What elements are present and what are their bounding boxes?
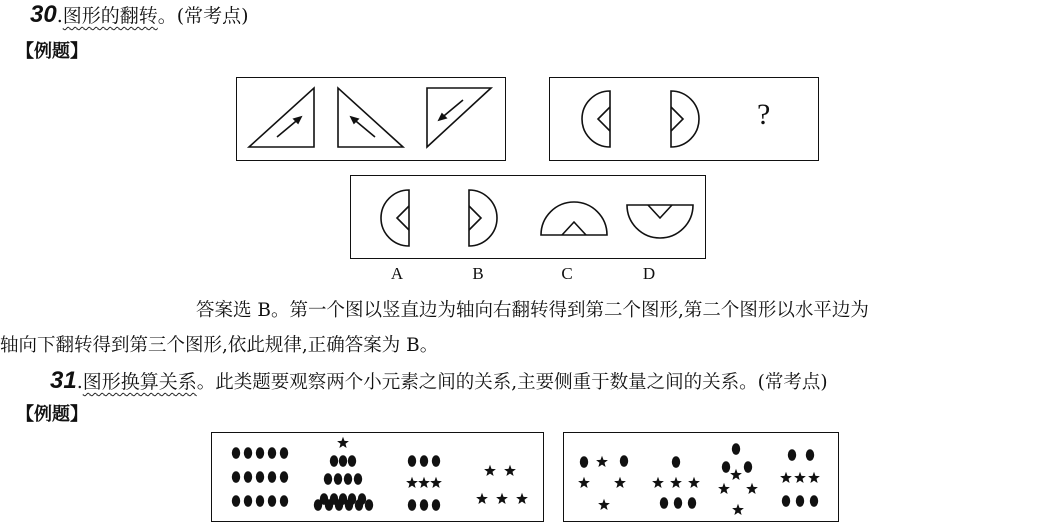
filled-ellipse-icon [244,447,252,459]
star-icon [430,477,442,488]
filled-ellipse-icon [244,495,252,507]
filled-ellipse-icon [335,499,343,511]
section-30-number: 30 [30,1,57,28]
section-30-title: 图形的翻转 [62,5,158,27]
star-icon [688,477,700,488]
answer-line-2: 轴向下翻转得到第三个图形,依此规律,正确答案为 B。 [0,335,439,356]
filled-ellipse-icon [330,455,338,467]
star-icon [496,493,508,504]
figure-box-half-circles [549,77,819,161]
star-icon [670,477,682,488]
star-icon [780,472,792,483]
section-31-heading: 31.图形换算关系。此类题要观察两个小元素之间的关系,主要侧重于数量之间的关系。(常考点) [50,367,828,394]
option-label-a: A [390,264,404,283]
section-31-number: 31 [50,367,77,394]
filled-ellipse-icon [408,499,416,511]
triangle-arrow-icon [427,88,491,147]
half-circle-icon [469,190,497,246]
filled-ellipse-icon [408,455,416,467]
filled-ellipse-icon [732,443,740,455]
filled-ellipse-icon [345,499,353,511]
filled-ellipse-icon [232,495,240,507]
section-31-description: 。此类题要观察两个小元素之间的关系,主要侧重于数量之间的关系。(常考点) [196,372,828,393]
star-icon [516,493,528,504]
filled-ellipse-icon [280,471,288,483]
triangle-arrow-icon [338,88,403,147]
filled-ellipse-icon [782,495,790,507]
triangle-arrow-icon [249,88,314,147]
option-figures [351,176,707,260]
filled-ellipse-icon [256,447,264,459]
answer-line-1: 答案选 B。第一个图以竖直边为轴向右翻转得到第二个图形,第二个图形以水平边为 [196,300,869,321]
option-label-d: D [642,264,656,283]
filled-ellipse-icon [325,499,333,511]
star-icon [484,465,496,476]
figure-box-triangles [236,77,506,161]
filled-ellipse-icon [810,495,818,507]
filled-ellipse-icon [344,473,352,485]
section-30-suffix: 。(常考点) [157,5,249,27]
filled-ellipse-icon [674,497,682,509]
star-icon [418,477,430,488]
filled-ellipse-icon [348,455,356,467]
filled-ellipse-icon [744,461,752,473]
star-icon [337,437,349,448]
filled-ellipse-icon [244,471,252,483]
filled-ellipse-icon [672,456,680,468]
star-icon [598,499,610,510]
filled-ellipse-icon [280,495,288,507]
filled-ellipse-icon [268,447,276,459]
figure-box-options [350,175,706,259]
half-circle-icon [671,91,699,147]
filled-ellipse-icon [796,495,804,507]
filled-ellipse-icon [280,447,288,459]
filled-ellipse-icon [256,471,264,483]
filled-ellipse-icon [788,449,796,461]
filled-ellipse-icon [354,473,362,485]
filled-ellipse-icon [580,456,588,468]
filled-ellipse-icon [420,455,428,467]
star-icon [578,477,590,488]
half-circle-icon [541,202,607,235]
filled-ellipse-icon [722,461,730,473]
star-icon [596,456,608,467]
figure-box-counts-1 [211,432,544,522]
star-icon [476,493,488,504]
filled-ellipse-icon [355,499,363,511]
filled-ellipse-icon [268,495,276,507]
star-icon [652,477,664,488]
star-icon [732,504,744,515]
count-figures-1 [212,433,545,523]
filled-ellipse-icon [268,471,276,483]
star-icon [718,483,730,494]
star-icon [730,469,742,480]
half-circle-icon [582,91,610,147]
filled-ellipse-icon [324,473,332,485]
filled-ellipse-icon [620,455,628,467]
filled-ellipse-icon [420,499,428,511]
figure-box-counts-2 [563,432,839,522]
filled-ellipse-icon [339,455,347,467]
star-icon [746,483,758,494]
star-icon [808,472,820,483]
section-31-title: 图形换算关系 [82,371,197,393]
star-icon [614,477,626,488]
half-circle-icon [381,190,409,246]
count-figures-2 [564,433,840,523]
filled-ellipse-icon [314,499,322,511]
half-circle-icon [627,205,693,238]
option-label-c: C [561,264,573,283]
filled-ellipse-icon [688,497,696,509]
filled-ellipse-icon [256,495,264,507]
filled-ellipse-icon [432,499,440,511]
section-31-example-label: 【例题】 [16,404,88,425]
question-mark: ? [757,98,771,131]
filled-ellipse-icon [660,497,668,509]
star-icon [794,472,806,483]
filled-ellipse-icon [432,455,440,467]
star-icon [504,465,516,476]
filled-ellipse-icon [334,473,342,485]
star-icon [406,477,418,488]
option-label-b: B [472,264,484,283]
half-circle-figures [550,78,820,162]
section-30-heading: 30.图形的翻转。(常考点) [30,1,249,28]
filled-ellipse-icon [232,471,240,483]
triangle-figures [237,78,507,162]
filled-ellipse-icon [365,499,373,511]
filled-ellipse-icon [806,449,814,461]
section-30-example-label: 【例题】 [16,41,88,62]
filled-ellipse-icon [232,447,240,459]
